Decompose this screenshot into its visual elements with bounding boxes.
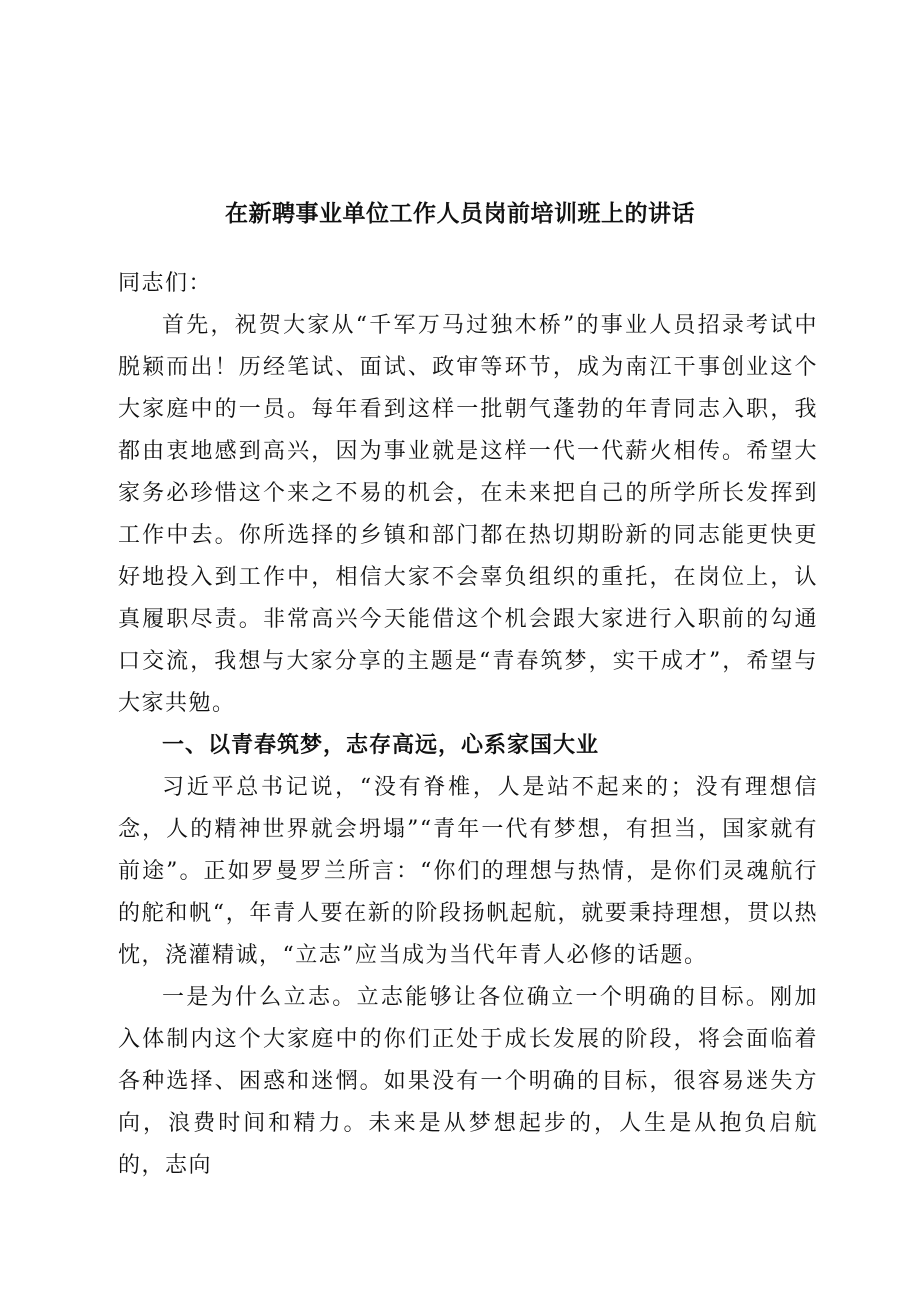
section-paragraph-1: 习近平总书记说，“没有脊椎，人是站不起来的；没有理想信念，人的精神世界就会坍塌”“青年一代有梦想，有担当，国家就有前途”。正如罗曼罗兰所言：“你们的理想与热情，是你们灵魂航行的舵和帆“，年青人要在新的阶段扬帆起航，就要秉持理想，贯以热忱，浇灌精诚，“立志”应当成为当代年青人必修的话题。	[118, 775, 818, 968]
section-paragraph-2: 一是为什么立志。立志能够让各位确立一个明确的目标。刚加入体制内这个大家庭中的你们正处于成长发展的阶段，将会面临着各种选择、困惑和迷惘。如果没有一个明确的目标，很容易迷失方向，浪费时间和精力。未来是从梦想起步的，人生是从抱负启航的，志向	[118, 985, 818, 1178]
document-body	[118, 263, 818, 1187]
salutation: 同志们：	[118, 271, 213, 296]
document-title: 在新聘事业单位工作人员岗前培训班上的讲话	[225, 201, 695, 227]
opening-paragraph: 首先，祝贺大家从“千军万马过独木桥”的事业人员招录考试中脱颖而出！历经笔试、面试、政审等环节，成为南江干事创业这个大家庭中的一员。每年看到这样一批朝气蓬勃的年青同志入职，我都由衷地感到高兴，因为事业就是这样一代一代薪火相传。希望大家务必珍惜这个来之不易的机会，在未来把自己的所学所长发挥到工作中去。你所选择的乡镇和部门都在热切期盼新的同志能更快更好地投入到工作中，相信大家不会辜负组织的重托，在岗位上，认真履职尽责。非常高兴今天能借这个机会跟大家进行入职前的勾通口交流，我想与大家分享的主题是“青春筑梦，实干成才”，希望与大家共勉。	[118, 313, 818, 716]
section-heading: 一、以青春筑梦，志存高远，心系家国大业	[162, 733, 600, 758]
